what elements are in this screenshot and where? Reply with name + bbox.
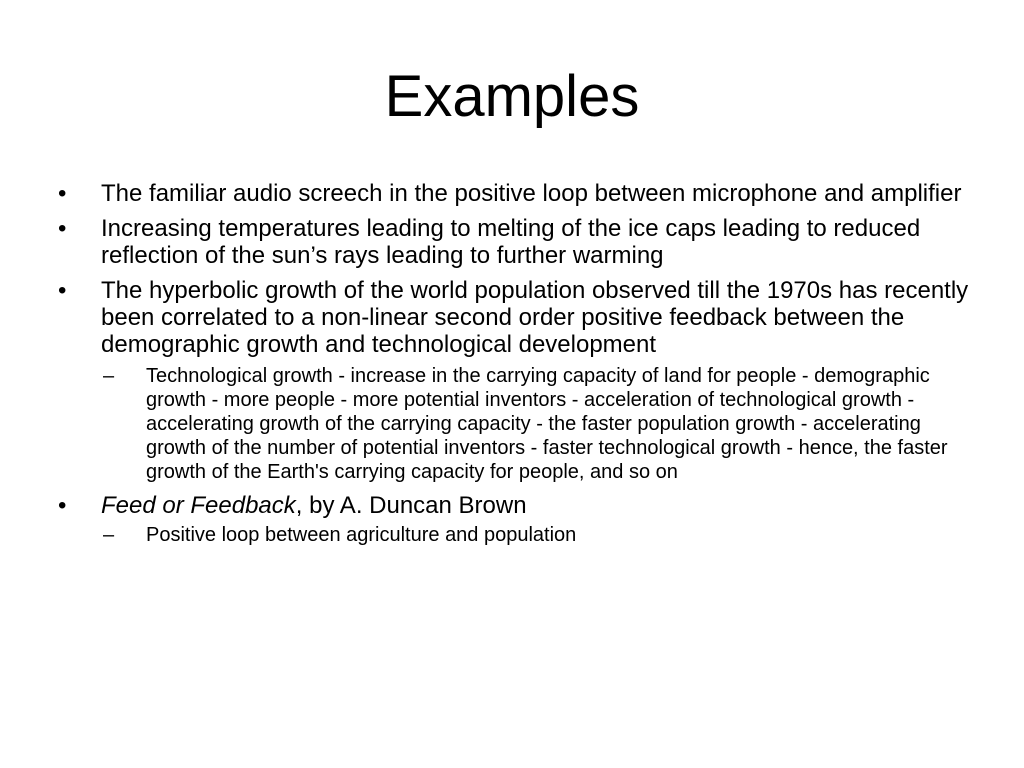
sub-bullet-marker: – <box>103 524 115 546</box>
slide-content <box>58 180 970 555</box>
bullet-marker: • <box>58 492 67 519</box>
bullet-text: The hyperbolic growth of the world population observed till the 1970s has recently been correlated to a non-linear second order positive feedback between the demographic growth and technological development <box>101 277 969 358</box>
bullet-item <box>58 277 970 358</box>
bullet-marker: • <box>58 180 67 207</box>
sub-bullet-text: Positive loop between agriculture and population <box>146 524 577 546</box>
sub-bullet-marker: – <box>103 365 115 387</box>
sub-bullet-item <box>103 364 970 484</box>
book-title: Feed or Feedback <box>101 492 296 519</box>
bullet-text: Increasing temperatures leading to melting of the ice caps leading to reduced reflection of the sun’s rays leading to further warming <box>101 215 921 269</box>
slide-title: Examples <box>384 64 640 129</box>
bullet-item <box>58 492 970 519</box>
bullet-text <box>101 492 527 519</box>
sub-bullet-text: Technological growth - increase in the carrying capacity of land for people - demographic growth - more people - more potential inventors - acceleration of technological growth - accelerating growth of the carrying capacity - the faster population growth - accelerating growth of the number of potential inventors - faster technological growth - hence, the faster growth of the Earth's carrying capacity for people, and so on <box>146 365 948 483</box>
book-author: , by A. Duncan Brown <box>295 492 527 519</box>
bullet-item <box>58 180 970 207</box>
bullet-marker: • <box>58 215 67 242</box>
bullet-text: The familiar audio screech in the positive loop between microphone and amplifier <box>101 180 962 207</box>
bullet-item <box>58 215 970 269</box>
bullet-marker: • <box>58 277 67 304</box>
sub-bullet-item <box>103 523 970 547</box>
